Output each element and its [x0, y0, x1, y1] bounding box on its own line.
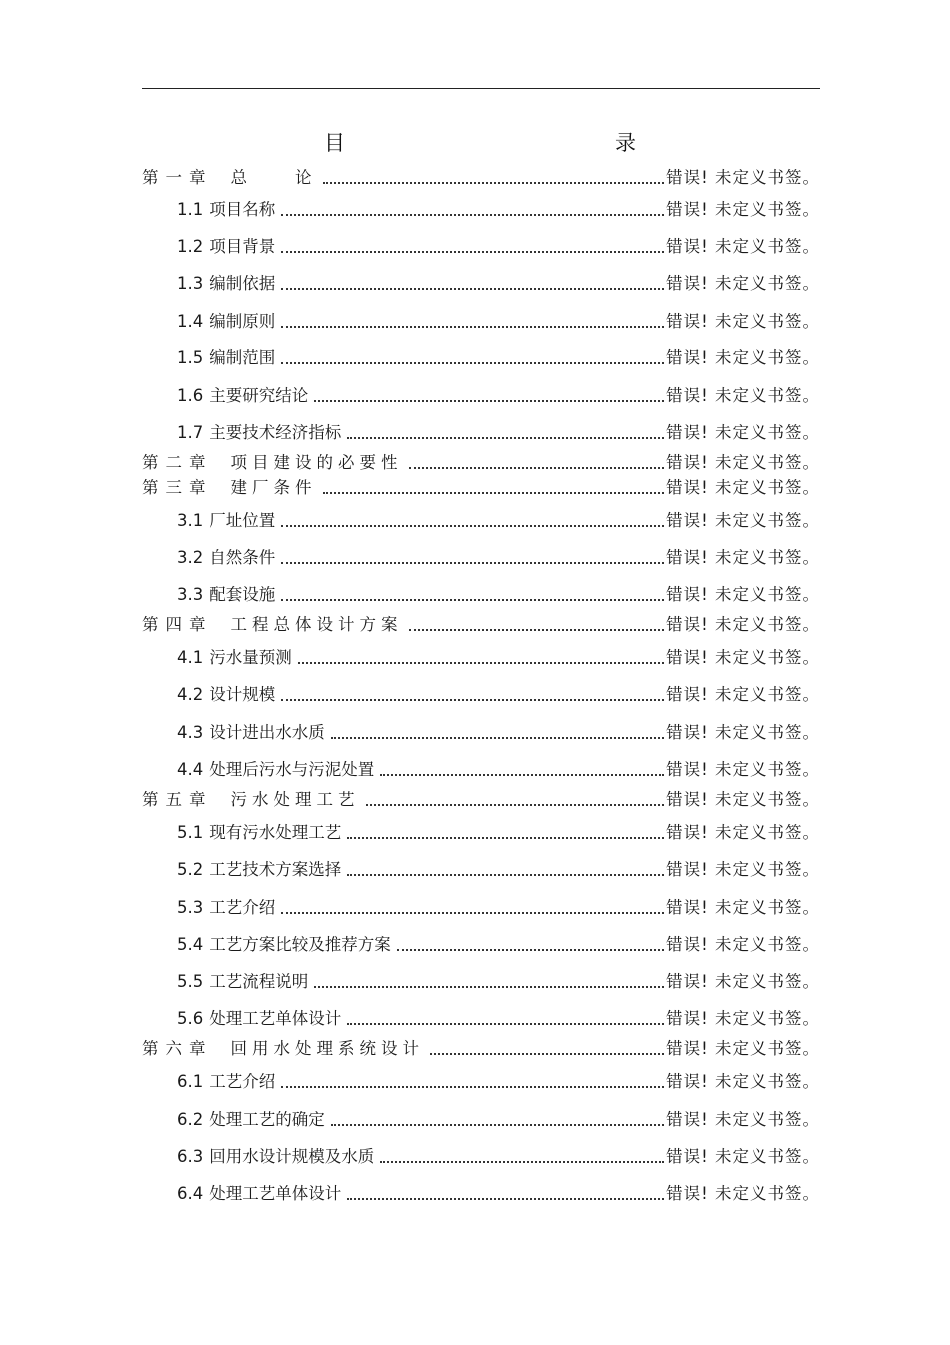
toc-section-entry[interactable] — [177, 583, 820, 607]
header-rule — [142, 88, 820, 89]
toc-page-reference: 错误! 未定义书签。 — [666, 823, 820, 842]
toc-entry-title: 处理工艺单体设计 — [209, 1184, 342, 1203]
toc-chapter-entry[interactable] — [142, 451, 820, 475]
toc-entry-number: 3.1 — [177, 511, 204, 530]
toc-entry-number: 第一章 — [142, 168, 213, 187]
toc-dot-leader — [281, 288, 664, 290]
toc-dot-leader — [314, 400, 664, 402]
toc-dot-leader — [281, 699, 664, 701]
toc-page-reference: 错误! 未定义书签。 — [666, 860, 820, 879]
toc-entry-title: 处理后污水与污泥处置 — [209, 760, 375, 779]
toc-entry-title: 建厂条件 — [230, 478, 317, 497]
toc-page-reference: 错误! 未定义书签。 — [666, 898, 820, 917]
toc-section-entry[interactable] — [177, 646, 820, 670]
toc-section-entry[interactable] — [177, 721, 820, 745]
toc-entry-title: 工艺技术方案选择 — [209, 860, 342, 879]
toc-page-reference: 错误! 未定义书签。 — [666, 274, 820, 293]
toc-page-reference: 错误! 未定义书签。 — [666, 1184, 820, 1203]
toc-section-entry[interactable] — [177, 1182, 820, 1206]
toc-page-reference: 错误! 未定义书签。 — [666, 453, 820, 472]
toc-section-entry[interactable] — [177, 546, 820, 570]
toc-section-entry[interactable] — [177, 421, 820, 445]
toc-entry-title: 主要研究结论 — [209, 386, 309, 405]
toc-entry-number: 第五章 — [142, 790, 213, 809]
toc-dot-leader — [409, 467, 665, 469]
toc-entry-number: 5.3 — [177, 898, 204, 917]
toc-entry-number: 1.2 — [177, 237, 204, 256]
toc-entry-number: 5.1 — [177, 823, 204, 842]
toc-dot-leader — [347, 1023, 664, 1025]
toc-entry-title: 工程总体设计方案 — [230, 615, 403, 634]
toc-section-entry[interactable] — [177, 310, 820, 334]
toc-entry-number: 4.1 — [177, 648, 204, 667]
toc-page-reference: 错误! 未定义书签。 — [666, 972, 820, 991]
toc-dot-leader — [314, 986, 664, 988]
toc-section-entry[interactable] — [177, 933, 820, 957]
toc-page-reference: 错误! 未定义书签。 — [666, 790, 820, 809]
toc-section-entry[interactable] — [177, 346, 820, 370]
toc-entry-number: 5.2 — [177, 860, 204, 879]
toc-entry-title: 项目背景 — [209, 237, 276, 256]
toc-section-entry[interactable] — [177, 821, 820, 845]
toc-entry-title: 回用水处理系统设计 — [230, 1039, 424, 1058]
toc-entry-number: 6.1 — [177, 1072, 204, 1091]
toc-dot-leader — [331, 737, 664, 739]
toc-section-entry[interactable] — [177, 235, 820, 259]
toc-entry-number: 第二章 — [142, 453, 213, 472]
toc-entry-number: 第四章 — [142, 615, 213, 634]
toc-dot-leader — [281, 599, 664, 601]
toc-page-reference: 错误! 未定义书签。 — [666, 1072, 820, 1091]
toc-chapter-entry[interactable] — [142, 1037, 820, 1061]
toc-entry-title: 工艺介绍 — [209, 898, 276, 917]
toc-section-entry[interactable] — [177, 896, 820, 920]
toc-dot-leader — [281, 214, 664, 216]
toc-page-reference: 错误! 未定义书签。 — [666, 168, 820, 187]
toc-dot-leader — [397, 949, 664, 951]
toc-entry-title: 项目名称 — [209, 200, 276, 219]
toc-entry-number: 1.4 — [177, 312, 204, 331]
toc-entry-number: 4.3 — [177, 723, 204, 742]
toc-page-reference: 错误! 未定义书签。 — [666, 1039, 820, 1058]
toc-dot-leader — [281, 326, 664, 328]
toc-dot-leader — [409, 629, 665, 631]
toc-entry-title: 厂址位置 — [209, 511, 276, 530]
toc-entry-number: 5.5 — [177, 972, 204, 991]
toc-page-reference: 错误! 未定义书签。 — [666, 548, 820, 567]
toc-page-reference: 错误! 未定义书签。 — [666, 237, 820, 256]
toc-dot-leader — [281, 562, 664, 564]
toc-entry-number: 3.3 — [177, 585, 204, 604]
toc-section-entry[interactable] — [177, 272, 820, 296]
toc-chapter-entry[interactable] — [142, 476, 820, 500]
toc-entry-title: 处理工艺的确定 — [209, 1110, 325, 1129]
toc-dot-leader — [331, 1124, 664, 1126]
toc-section-entry[interactable] — [177, 1007, 820, 1031]
toc-entry-title: 主要技术经济指标 — [209, 423, 342, 442]
toc-entry-title: 配套设施 — [209, 585, 276, 604]
toc-page-reference: 错误! 未定义书签。 — [666, 585, 820, 604]
toc-entry-title: 处理工艺单体设计 — [209, 1009, 342, 1028]
toc-entry-title: 回用水设计规模及水质 — [209, 1147, 375, 1166]
toc-dot-leader — [281, 362, 664, 364]
toc-dot-leader — [323, 492, 665, 494]
toc-dot-leader — [281, 1086, 664, 1088]
toc-page-reference: 错误! 未定义书签。 — [666, 615, 820, 634]
toc-entry-title: 设计进出水水质 — [209, 723, 325, 742]
toc-entry-number: 1.7 — [177, 423, 204, 442]
toc-page-reference: 错误! 未定义书签。 — [666, 478, 820, 497]
toc-entry-number: 6.4 — [177, 1184, 204, 1203]
toc-dot-leader — [347, 837, 664, 839]
toc-entry-number: 1.1 — [177, 200, 204, 219]
toc-entry-title: 现有污水处理工艺 — [209, 823, 342, 842]
toc-title: 目 录 — [324, 131, 712, 155]
toc-dot-leader — [430, 1053, 664, 1055]
toc-page-reference: 错误! 未定义书签。 — [666, 1009, 820, 1028]
toc-dot-leader — [366, 804, 665, 806]
toc-page-reference: 错误! 未定义书签。 — [666, 648, 820, 667]
toc-dot-leader — [281, 912, 664, 914]
toc-section-entry[interactable] — [177, 1070, 820, 1094]
toc-entry-number: 6.3 — [177, 1147, 204, 1166]
toc-page-reference: 错误! 未定义书签。 — [666, 312, 820, 331]
toc-page-reference: 错误! 未定义书签。 — [666, 723, 820, 742]
toc-dot-leader — [298, 662, 664, 664]
toc-entry-number: 第三章 — [142, 478, 213, 497]
toc-dot-leader — [380, 1161, 664, 1163]
toc-entry-title: 总 论 — [230, 168, 317, 187]
toc-entry-number: 4.4 — [177, 760, 204, 779]
toc-chapter-entry[interactable] — [142, 613, 820, 637]
toc-dot-leader — [380, 774, 664, 776]
toc-page-reference: 错误! 未定义书签。 — [666, 423, 820, 442]
toc-section-entry[interactable] — [177, 1145, 820, 1169]
toc-dot-leader — [347, 874, 664, 876]
toc-entry-number: 5.4 — [177, 935, 204, 954]
toc-dot-leader — [347, 437, 664, 439]
toc-entry-number: 1.6 — [177, 386, 204, 405]
toc-entry-number: 4.2 — [177, 685, 204, 704]
toc-page-reference: 错误! 未定义书签。 — [666, 685, 820, 704]
toc-entry-title: 编制原则 — [209, 312, 276, 331]
toc-page-reference: 错误! 未定义书签。 — [666, 348, 820, 367]
toc-entry-title: 设计规模 — [209, 685, 276, 704]
toc-section-entry[interactable] — [177, 683, 820, 707]
toc-entry-title: 项目建设的必要性 — [230, 453, 403, 472]
toc-page-reference: 错误! 未定义书签。 — [666, 1110, 820, 1129]
toc-section-entry[interactable] — [177, 858, 820, 882]
toc-chapter-entry[interactable] — [142, 166, 820, 190]
toc-section-entry[interactable] — [177, 1108, 820, 1132]
toc-page-reference: 错误! 未定义书签。 — [666, 760, 820, 779]
toc-dot-leader — [323, 182, 665, 184]
toc-dot-leader — [347, 1198, 664, 1200]
toc-dot-leader — [281, 251, 664, 253]
toc-entry-number: 6.2 — [177, 1110, 204, 1129]
toc-section-entry[interactable] — [177, 198, 820, 222]
toc-section-entry[interactable] — [177, 758, 820, 782]
toc-chapter-entry[interactable] — [142, 788, 820, 812]
toc-page-reference: 错误! 未定义书签。 — [666, 1147, 820, 1166]
toc-entry-title: 工艺流程说明 — [209, 972, 309, 991]
toc-entry-title: 污水量预测 — [209, 648, 292, 667]
toc-entry-number: 3.2 — [177, 548, 204, 567]
toc-page-reference: 错误! 未定义书签。 — [666, 200, 820, 219]
toc-entry-number: 1.5 — [177, 348, 204, 367]
toc-page-reference: 错误! 未定义书签。 — [666, 935, 820, 954]
toc-entry-title: 自然条件 — [209, 548, 276, 567]
toc-entry-title: 编制依据 — [209, 274, 276, 293]
toc-page-reference: 错误! 未定义书签。 — [666, 511, 820, 530]
toc-entry-number: 1.3 — [177, 274, 204, 293]
toc-section-entry[interactable] — [177, 384, 820, 408]
toc-page-reference: 错误! 未定义书签。 — [666, 386, 820, 405]
toc-entry-title: 编制范围 — [209, 348, 276, 367]
toc-entry-title: 工艺方案比较及推荐方案 — [209, 935, 391, 954]
toc-entry-number: 5.6 — [177, 1009, 204, 1028]
toc-entry-title: 工艺介绍 — [209, 1072, 276, 1091]
toc-entry-title: 污水处理工艺 — [230, 790, 360, 809]
toc-section-entry[interactable] — [177, 509, 820, 533]
toc-dot-leader — [281, 525, 664, 527]
toc-section-entry[interactable] — [177, 970, 820, 994]
toc-entry-number: 第六章 — [142, 1039, 213, 1058]
